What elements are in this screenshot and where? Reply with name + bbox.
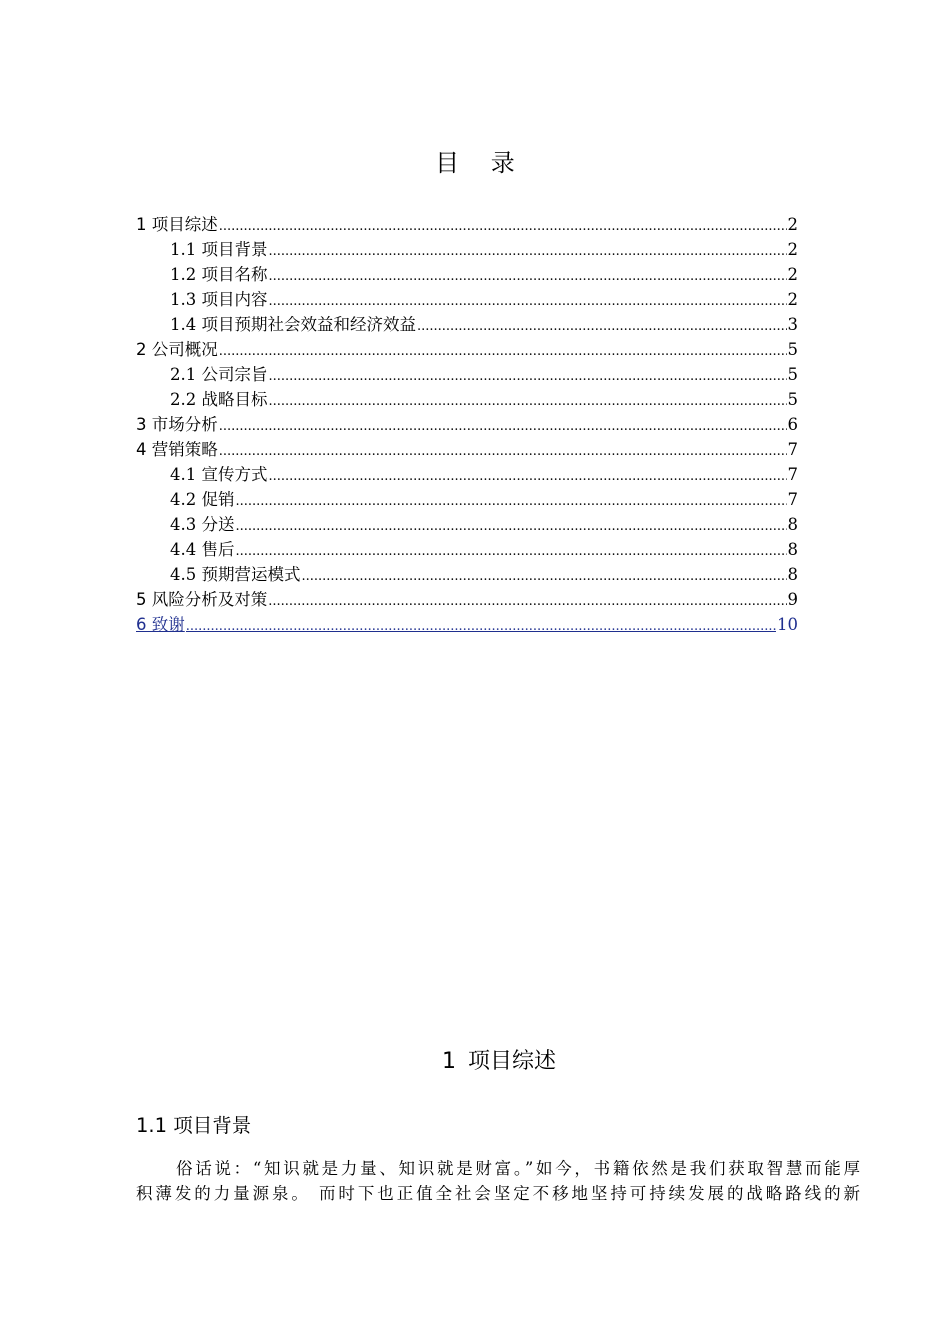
toc-leader-dots <box>269 262 787 289</box>
toc-entry-4-4[interactable] <box>136 537 798 562</box>
toc-entry-4[interactable] <box>136 437 798 462</box>
toc-entry-4-2[interactable] <box>136 487 798 512</box>
toc-entry-page: 8 <box>787 565 798 584</box>
toc-entry-page: 5 <box>787 340 798 359</box>
toc-leader-dots <box>302 562 787 589</box>
toc-leader-dots <box>219 412 787 439</box>
toc-entry-1-3[interactable] <box>136 287 798 312</box>
toc-entry-label: 4.5 预期营运模式 <box>170 565 301 584</box>
toc-entry-4-1[interactable] <box>136 462 798 487</box>
toc-leader-dots <box>236 487 787 514</box>
toc-entry-label: 5 风险分析及对策 <box>136 590 268 609</box>
toc-entry-label: 2.1 公司宗旨 <box>170 365 268 384</box>
paragraph-line: 俗话说：“知识就是力量、知识就是财富。”如今，书籍依然是我们获取智慧而能厚 <box>176 1159 860 1178</box>
toc-leader-dots <box>269 387 787 414</box>
toc-entry-page: 2 <box>787 290 798 309</box>
table-of-contents <box>136 212 798 637</box>
toc-entry-label: 6 致谢 <box>136 615 185 634</box>
section-heading: 1.1 项目背景 <box>136 1114 252 1137</box>
toc-entry-4-3[interactable] <box>136 512 798 537</box>
toc-entry-page: 7 <box>787 490 798 509</box>
paragraph-line: 积薄发的力量源泉。 而时下也正值全社会坚定不移地坚持可持续发展的战略路线的新 <box>136 1184 860 1203</box>
toc-entry-page: 6 <box>787 415 798 434</box>
toc-leader-dots <box>269 462 787 489</box>
toc-entry-1-2[interactable] <box>136 262 798 287</box>
toc-entry-label: 4.3 分送 <box>170 515 235 534</box>
toc-title: 目 录 <box>435 149 527 177</box>
toc-entry-label: 3 市场分析 <box>136 415 218 434</box>
toc-entry-page: 8 <box>787 540 798 559</box>
toc-entry-5[interactable] <box>136 587 798 612</box>
toc-leader-dots <box>219 437 787 464</box>
toc-entry-1-4[interactable] <box>136 312 798 337</box>
toc-entry-label: 2.2 战略目标 <box>170 390 268 409</box>
toc-leader-dots <box>269 237 787 264</box>
toc-entry-page: 7 <box>787 465 798 484</box>
chapter-heading <box>0 1044 950 1075</box>
toc-entry-label: 2 公司概况 <box>136 340 218 359</box>
toc-entry-page: 10 <box>777 615 798 634</box>
toc-leader-dots <box>186 612 776 639</box>
toc-entry-page: 5 <box>787 390 798 409</box>
toc-leader-dots <box>269 287 787 314</box>
toc-entry-page: 2 <box>787 215 798 234</box>
chapter-number: 1 <box>441 1049 456 1074</box>
toc-entry-6-link[interactable] <box>136 612 798 637</box>
toc-leader-dots <box>236 537 787 564</box>
chapter-title: 项目综述 <box>467 1049 556 1074</box>
toc-entry-4-5[interactable] <box>136 562 798 587</box>
toc-entry-label: 1.2 项目名称 <box>170 265 268 284</box>
toc-entry-page: 5 <box>787 365 798 384</box>
toc-entry-label: 4.4 售后 <box>170 540 235 559</box>
toc-entry-3[interactable] <box>136 412 798 437</box>
toc-entry-label: 1 项目综述 <box>136 215 218 234</box>
toc-entry-page: 2 <box>787 265 798 284</box>
toc-entry-page: 2 <box>787 240 798 259</box>
toc-leader-dots <box>219 337 787 364</box>
toc-leader-dots <box>268 587 786 614</box>
toc-entry-2-2[interactable] <box>136 387 798 412</box>
toc-leader-dots <box>219 212 787 239</box>
toc-entry-label: 1.1 项目背景 <box>170 240 268 259</box>
toc-entry-label: 1.3 项目内容 <box>170 290 268 309</box>
toc-leader-dots <box>269 362 787 389</box>
toc-entry-1[interactable] <box>136 212 798 237</box>
toc-entry-label: 4.1 宣传方式 <box>170 465 268 484</box>
toc-entry-page: 3 <box>787 315 798 334</box>
body-paragraph <box>136 1156 860 1206</box>
toc-entry-2[interactable] <box>136 337 798 362</box>
toc-entry-page: 7 <box>787 440 798 459</box>
toc-entry-1-1[interactable] <box>136 237 798 262</box>
toc-entry-label: 4 营销策略 <box>136 440 218 459</box>
toc-entry-label: 4.2 促销 <box>170 490 235 509</box>
toc-entry-label: 1.4 项目预期社会效益和经济效益 <box>170 315 416 334</box>
toc-leader-dots <box>417 312 787 339</box>
toc-entry-2-1[interactable] <box>136 362 798 387</box>
toc-leader-dots <box>236 512 787 539</box>
toc-entry-page: 9 <box>787 590 798 609</box>
toc-entry-page: 8 <box>787 515 798 534</box>
